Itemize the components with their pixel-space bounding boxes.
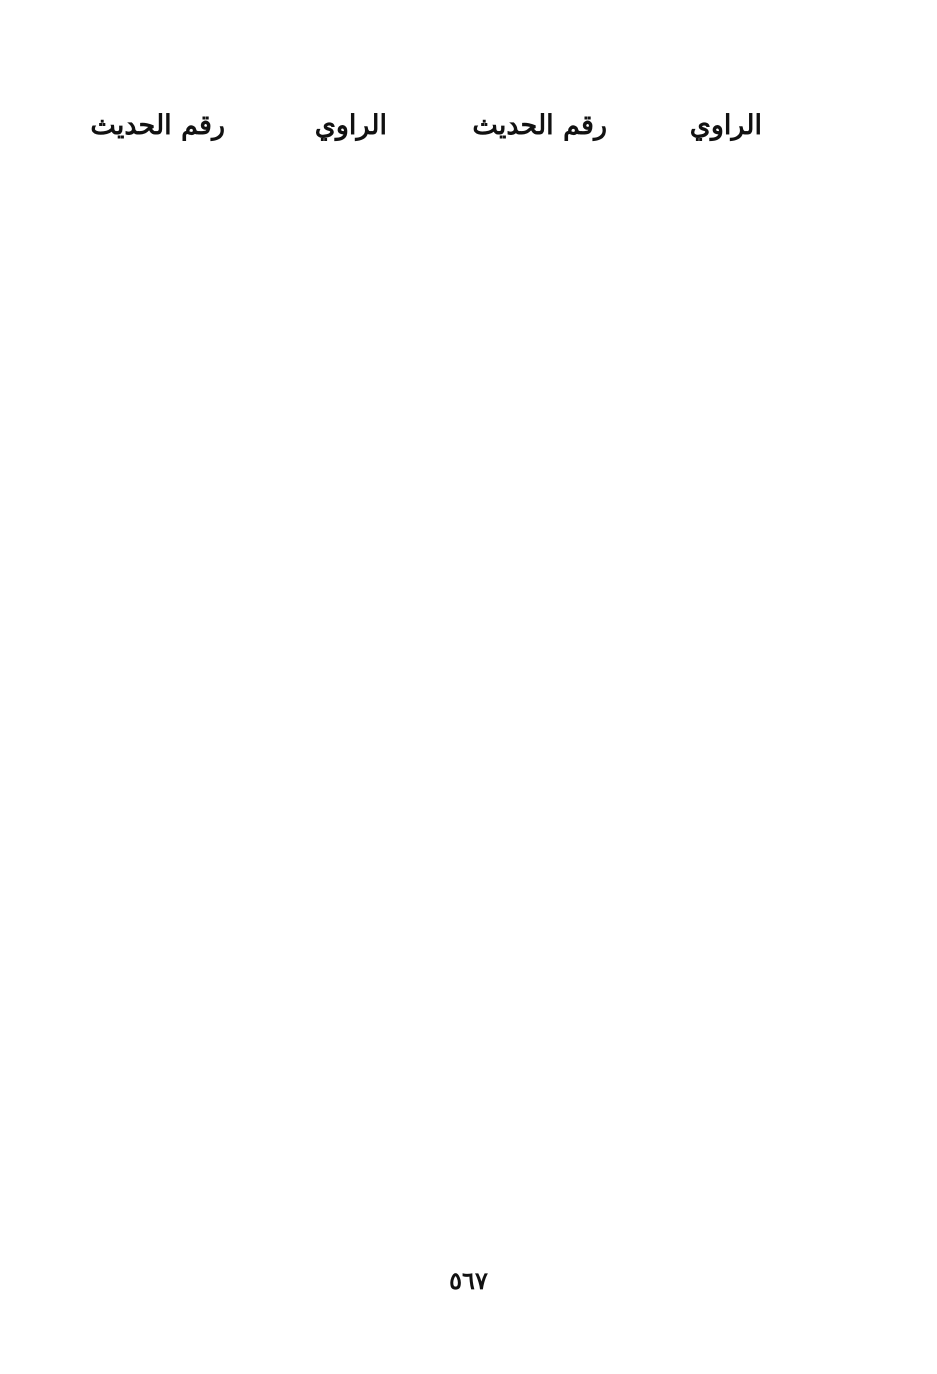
header-narrator-right: الراوي — [689, 110, 762, 141]
page-number: ٥٦٧ — [449, 1266, 488, 1295]
header-hadith-number-left: رقم الحديث — [90, 110, 225, 141]
header-narrator-left: الراوي — [314, 110, 387, 141]
header-hadith-number-right: رقم الحديث — [472, 110, 607, 141]
